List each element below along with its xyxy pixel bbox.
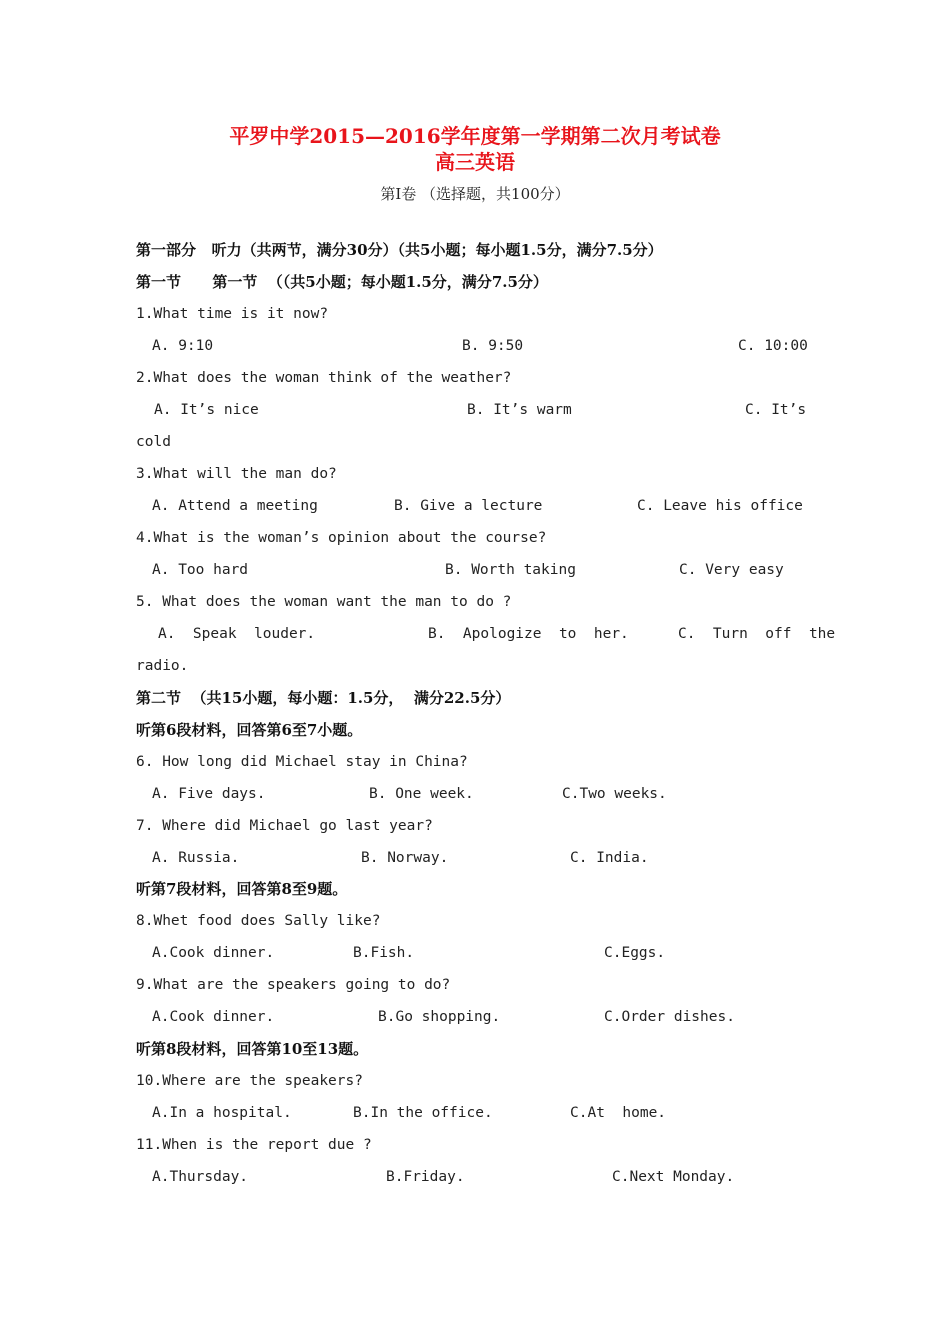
question-1-option-c: C. 10:00 bbox=[738, 338, 808, 354]
question-5-stem: 5. What does the woman want the man to do ? bbox=[136, 594, 512, 610]
question-7-stem: 7. Where did Michael go last year? bbox=[136, 818, 433, 834]
question-3-option-a: A. Attend a meeting bbox=[152, 498, 318, 514]
question-11-option-b: B.Friday. bbox=[386, 1169, 465, 1185]
question-2-option-b: B. It’s warm bbox=[467, 402, 572, 418]
question-4-option-c: C. Very easy bbox=[679, 562, 784, 578]
question-1-stem: 1.What time is it now? bbox=[136, 306, 329, 322]
question-11-option-c: C.Next Monday. bbox=[612, 1169, 735, 1185]
question-2-option-a: A. It’s nice bbox=[154, 402, 259, 418]
section1-heading: 第一节 第一节 （（共5小题；每小题1.5分，满分7.5分） bbox=[136, 273, 548, 291]
question-11-options bbox=[136, 1165, 826, 1189]
question-9-option-a: A.Cook dinner. bbox=[152, 1009, 275, 1025]
question-8-stem: 8.Whet food does Sally like? bbox=[136, 913, 381, 929]
section2-heading: 第二节 （共15小题，每小题：1.5分， 满分22.5分） bbox=[136, 689, 511, 707]
material-6-heading: 听第6段材料，回答第6至7小题。 bbox=[136, 721, 363, 739]
question-3-options bbox=[136, 494, 826, 518]
question-1-option-b: B. 9:50 bbox=[462, 338, 524, 354]
question-5-option-a: A. Speak louder. bbox=[158, 626, 316, 642]
question-5-option-c-wrap: radio. bbox=[136, 658, 189, 674]
question-3-option-c: C. Leave his office bbox=[637, 498, 803, 514]
question-6-options bbox=[136, 782, 826, 806]
question-8-options bbox=[136, 941, 826, 965]
question-6-option-a: A. Five days. bbox=[152, 786, 266, 802]
question-5-option-c: C. Turn off the bbox=[678, 626, 836, 642]
question-6-stem: 6. How long did Michael stay in China? bbox=[136, 754, 468, 770]
exam-title: 平罗中学2015—2016学年度第一学期第二次月考试卷 bbox=[229, 124, 721, 148]
material-8-heading: 听第8段材料，回答第10至13题。 bbox=[136, 1040, 369, 1058]
question-3-option-b: B. Give a lecture bbox=[394, 498, 543, 514]
question-10-option-a: A.In a hospital. bbox=[152, 1105, 292, 1121]
question-2-option-c: C. It’s bbox=[745, 402, 807, 418]
question-5-option-b: B. Apologize to her. bbox=[428, 626, 629, 642]
question-7-option-b: B. Norway. bbox=[361, 850, 449, 866]
question-4-option-b: B. Worth taking bbox=[445, 562, 576, 578]
question-8-option-a: A.Cook dinner. bbox=[152, 945, 275, 961]
question-4-option-a: A. Too hard bbox=[152, 562, 249, 578]
question-7-options bbox=[136, 846, 826, 870]
question-4-options bbox=[136, 558, 826, 582]
question-11-stem: 11.When is the report due ? bbox=[136, 1137, 372, 1153]
question-1-option-a: A. 9:10 bbox=[152, 338, 214, 354]
question-8-option-b: B.Fish. bbox=[353, 945, 415, 961]
question-10-options bbox=[136, 1101, 826, 1125]
question-8-option-c: C.Eggs. bbox=[604, 945, 666, 961]
part1-heading: 第一部分 听力（共两节，满分30分）（共5小题；每小题1.5分，满分7.5分） bbox=[136, 241, 663, 259]
question-9-options bbox=[136, 1005, 826, 1029]
question-10-option-b: B.In the office. bbox=[353, 1105, 493, 1121]
question-1-options bbox=[136, 334, 826, 358]
question-9-option-b: B.Go shopping. bbox=[378, 1009, 501, 1025]
question-2-options bbox=[136, 398, 826, 422]
question-10-stem: 10.Where are the speakers? bbox=[136, 1073, 363, 1089]
question-2-stem: 2.What does the woman think of the weather? bbox=[136, 370, 512, 386]
question-6-option-c: C.Two weeks. bbox=[562, 786, 667, 802]
question-4-stem: 4.What is the woman’s opinion about the course? bbox=[136, 530, 547, 546]
question-5-options bbox=[136, 622, 836, 646]
volume-subtitle: 第Ⅰ卷 （选择题，共100分） bbox=[380, 185, 570, 203]
question-7-option-c: C. India. bbox=[570, 850, 649, 866]
question-9-option-c: C.Order dishes. bbox=[604, 1009, 735, 1025]
question-11-option-a: A.Thursday. bbox=[152, 1169, 249, 1185]
question-7-option-a: A. Russia. bbox=[152, 850, 240, 866]
question-3-stem: 3.What will the man do? bbox=[136, 466, 337, 482]
question-2-option-c-wrap: cold bbox=[136, 434, 171, 450]
question-10-option-c: C.At home. bbox=[570, 1105, 667, 1121]
question-6-option-b: B. One week. bbox=[369, 786, 474, 802]
material-7-heading: 听第7段材料，回答第8至9题。 bbox=[136, 880, 348, 898]
question-9-stem: 9.What are the speakers going to do? bbox=[136, 977, 451, 993]
exam-subject: 高三英语 bbox=[435, 150, 515, 174]
